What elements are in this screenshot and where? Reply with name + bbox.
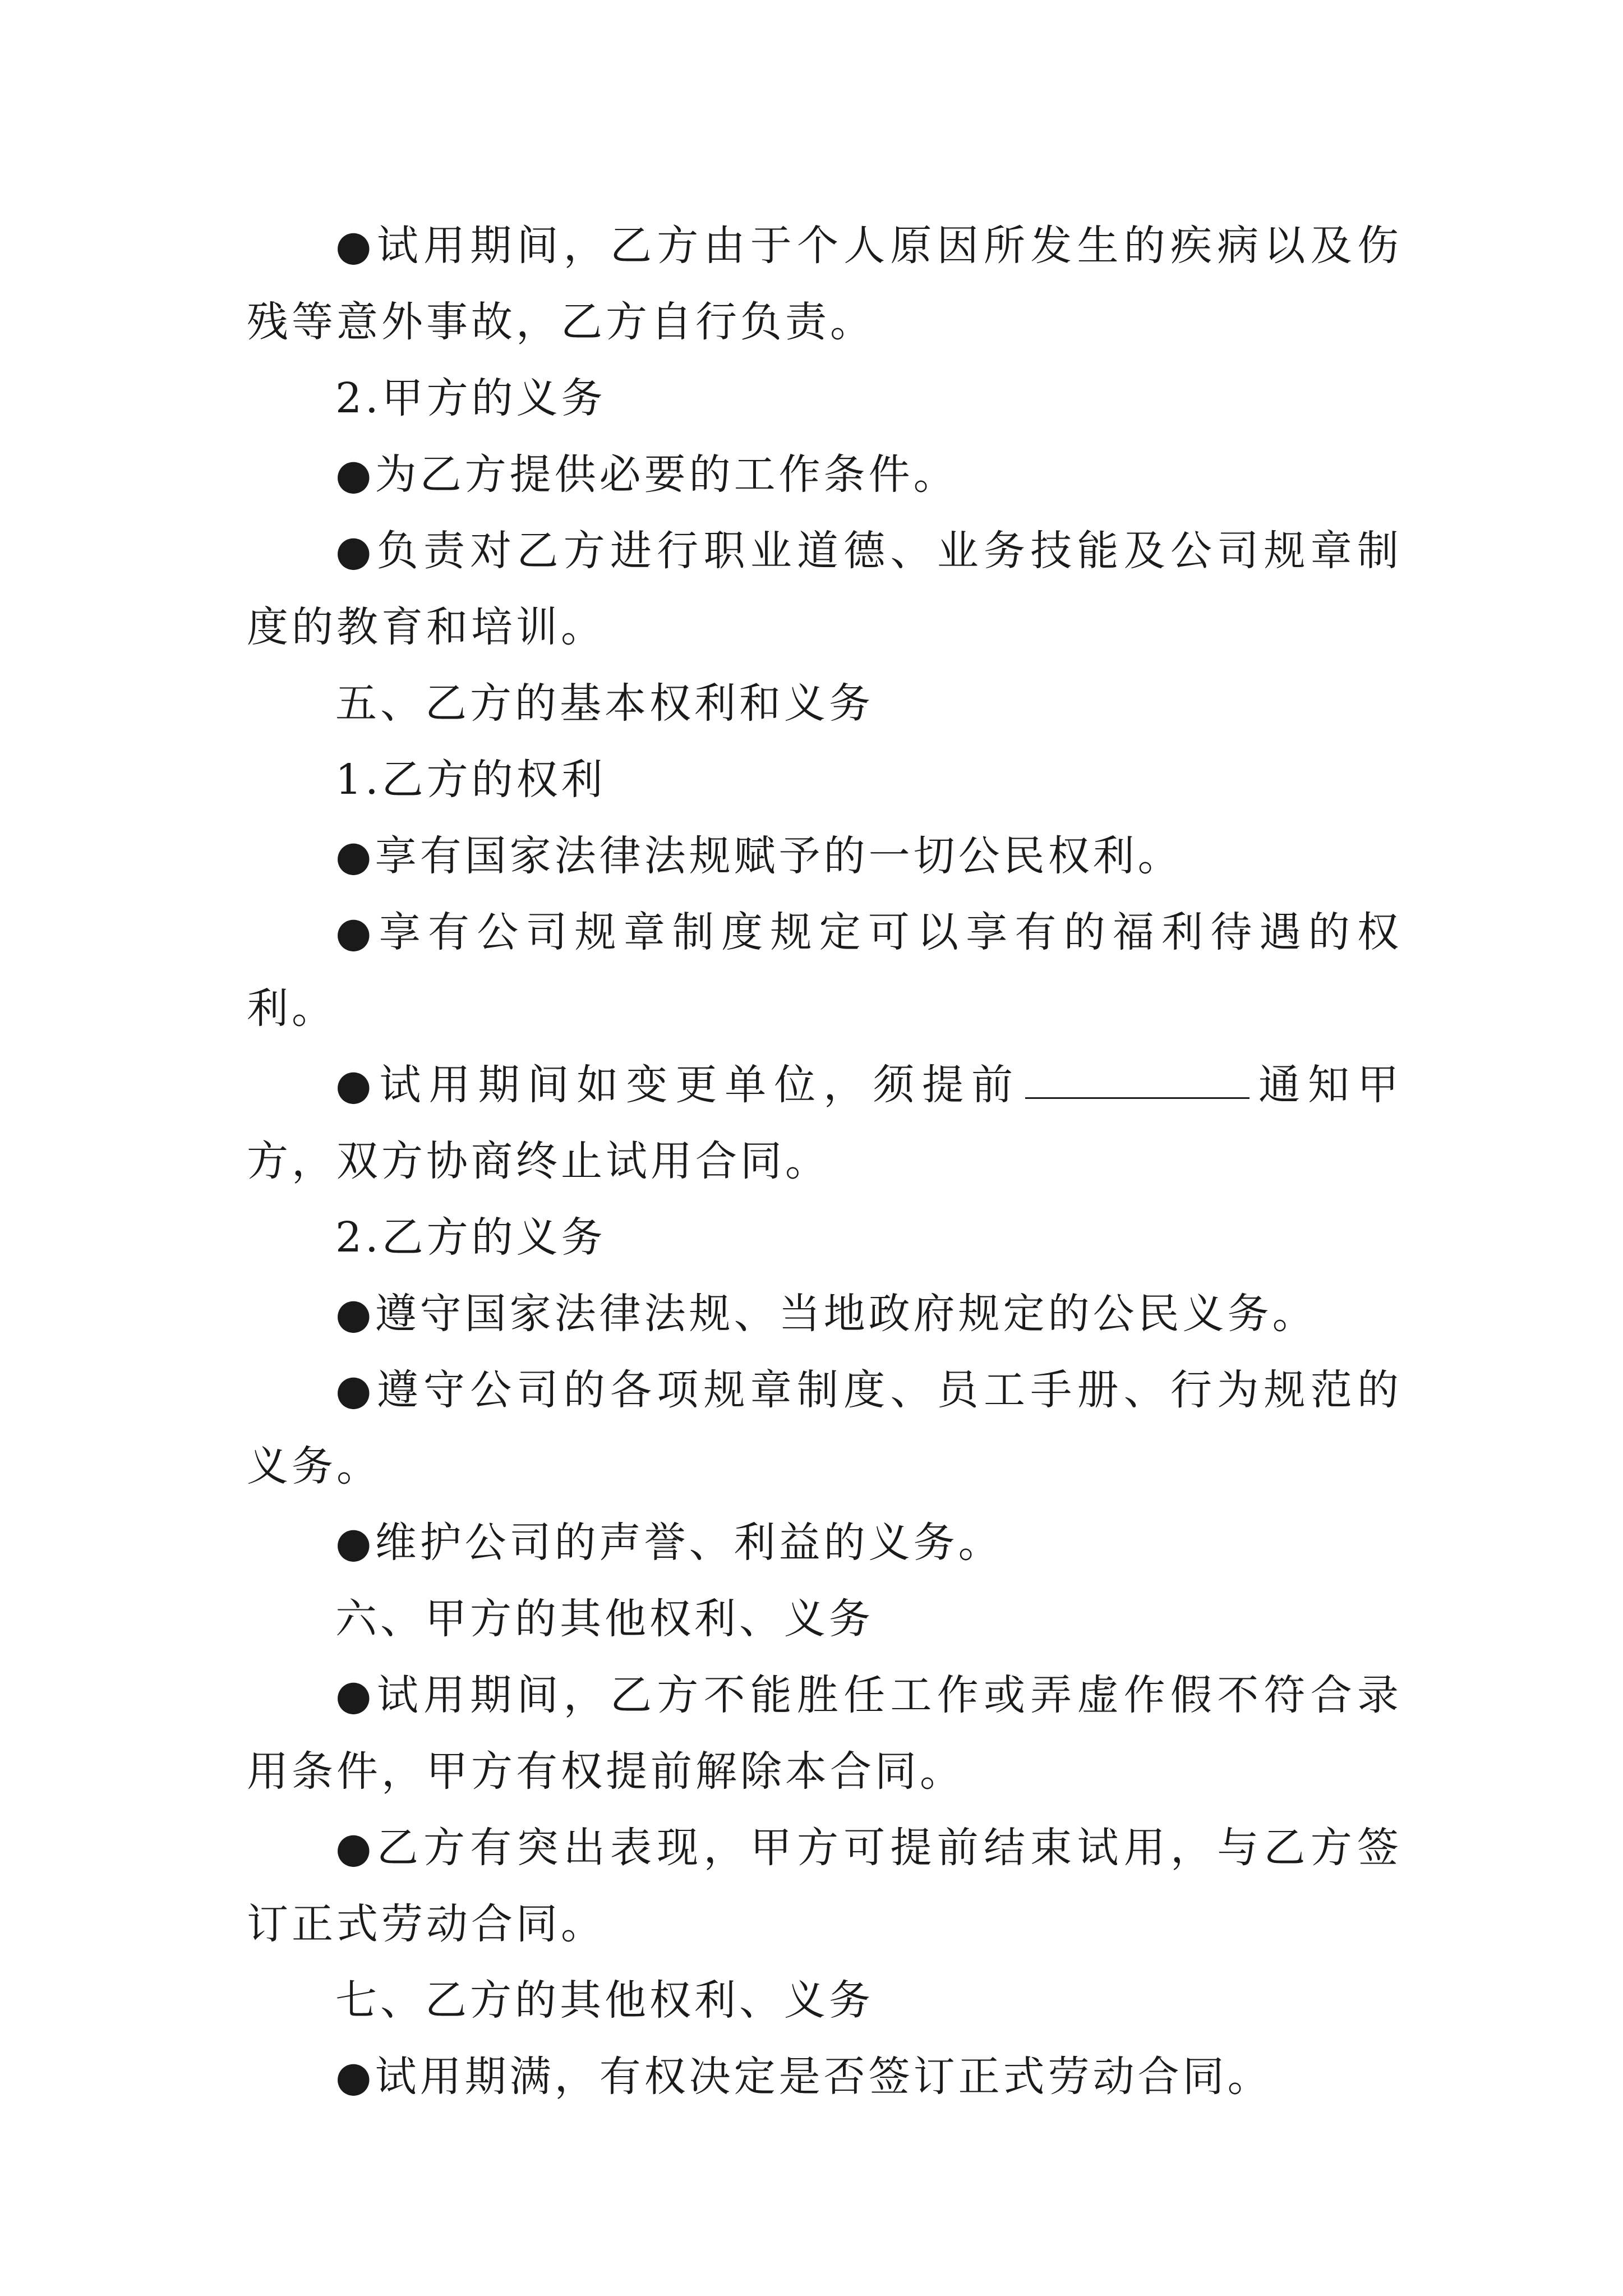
heading-section-7: 七、乙方的其他权利、义务 <box>335 1976 874 2024</box>
paragraph-welfare-rights: ●享有公司规章制度规定可以享有的福利待遇的权利。 <box>247 908 1402 1033</box>
paragraph-terminate: ●试用期间，乙方不能胜任工作或弄虚作假不符合录用条件，甲方有权提前解除本合同。 <box>247 1671 1402 1796</box>
heading-section-5: 五、乙方的基本权利和义务 <box>335 679 874 728</box>
notice-period-blank <box>1025 1064 1249 1099</box>
paragraph-work-conditions: ●为乙方提供必要的工作条件。 <box>335 450 958 499</box>
heading-party-b-obligations: 2.乙方的义务 <box>335 1213 606 1262</box>
change-employer-part-1: ●试用期间如变更单位，须提前 <box>335 1061 1021 1109</box>
paragraph-obey-rules: ●遵守公司的各项规章制度、员工手册、行为规范的义务。 <box>247 1366 1402 1490</box>
heading-party-a-obligations: 2.甲方的义务 <box>335 374 606 422</box>
paragraph-sick-injury: ●试用期间，乙方由于个人原因所发生的疾病以及伤残等意外事故，乙方自行负责。 <box>247 222 1402 346</box>
paragraph-change-employer <box>247 1047 1402 1199</box>
document-body <box>247 208 1402 2115</box>
paragraph-training: ●负责对乙方进行职业道德、业务技能及公司规章制度的教育和培训。 <box>247 527 1402 651</box>
heading-section-6: 六、甲方的其他权利、义务 <box>335 1595 874 1643</box>
paragraph-reputation: ●维护公司的声誉、利益的义务。 <box>335 1519 1003 1567</box>
change-employer-part-2: 通知甲方，双方协商终止试用合同。 <box>247 1061 1402 1185</box>
paragraph-early-sign: ●乙方有突出表现，甲方可提前结束试用，与乙方签订正式劳动合同。 <box>247 1824 1402 1948</box>
paragraph-citizen-rights: ●享有国家法律法规赋予的一切公民权利。 <box>335 832 1183 880</box>
heading-party-b-rights: 1.乙方的权利 <box>335 756 606 804</box>
paragraph-obey-law: ●遵守国家法律法规、当地政府规定的公民义务。 <box>335 1290 1317 1338</box>
paragraph-end-of-probation: ●试用期满，有权决定是否签订正式劳动合同。 <box>335 2053 1272 2101</box>
